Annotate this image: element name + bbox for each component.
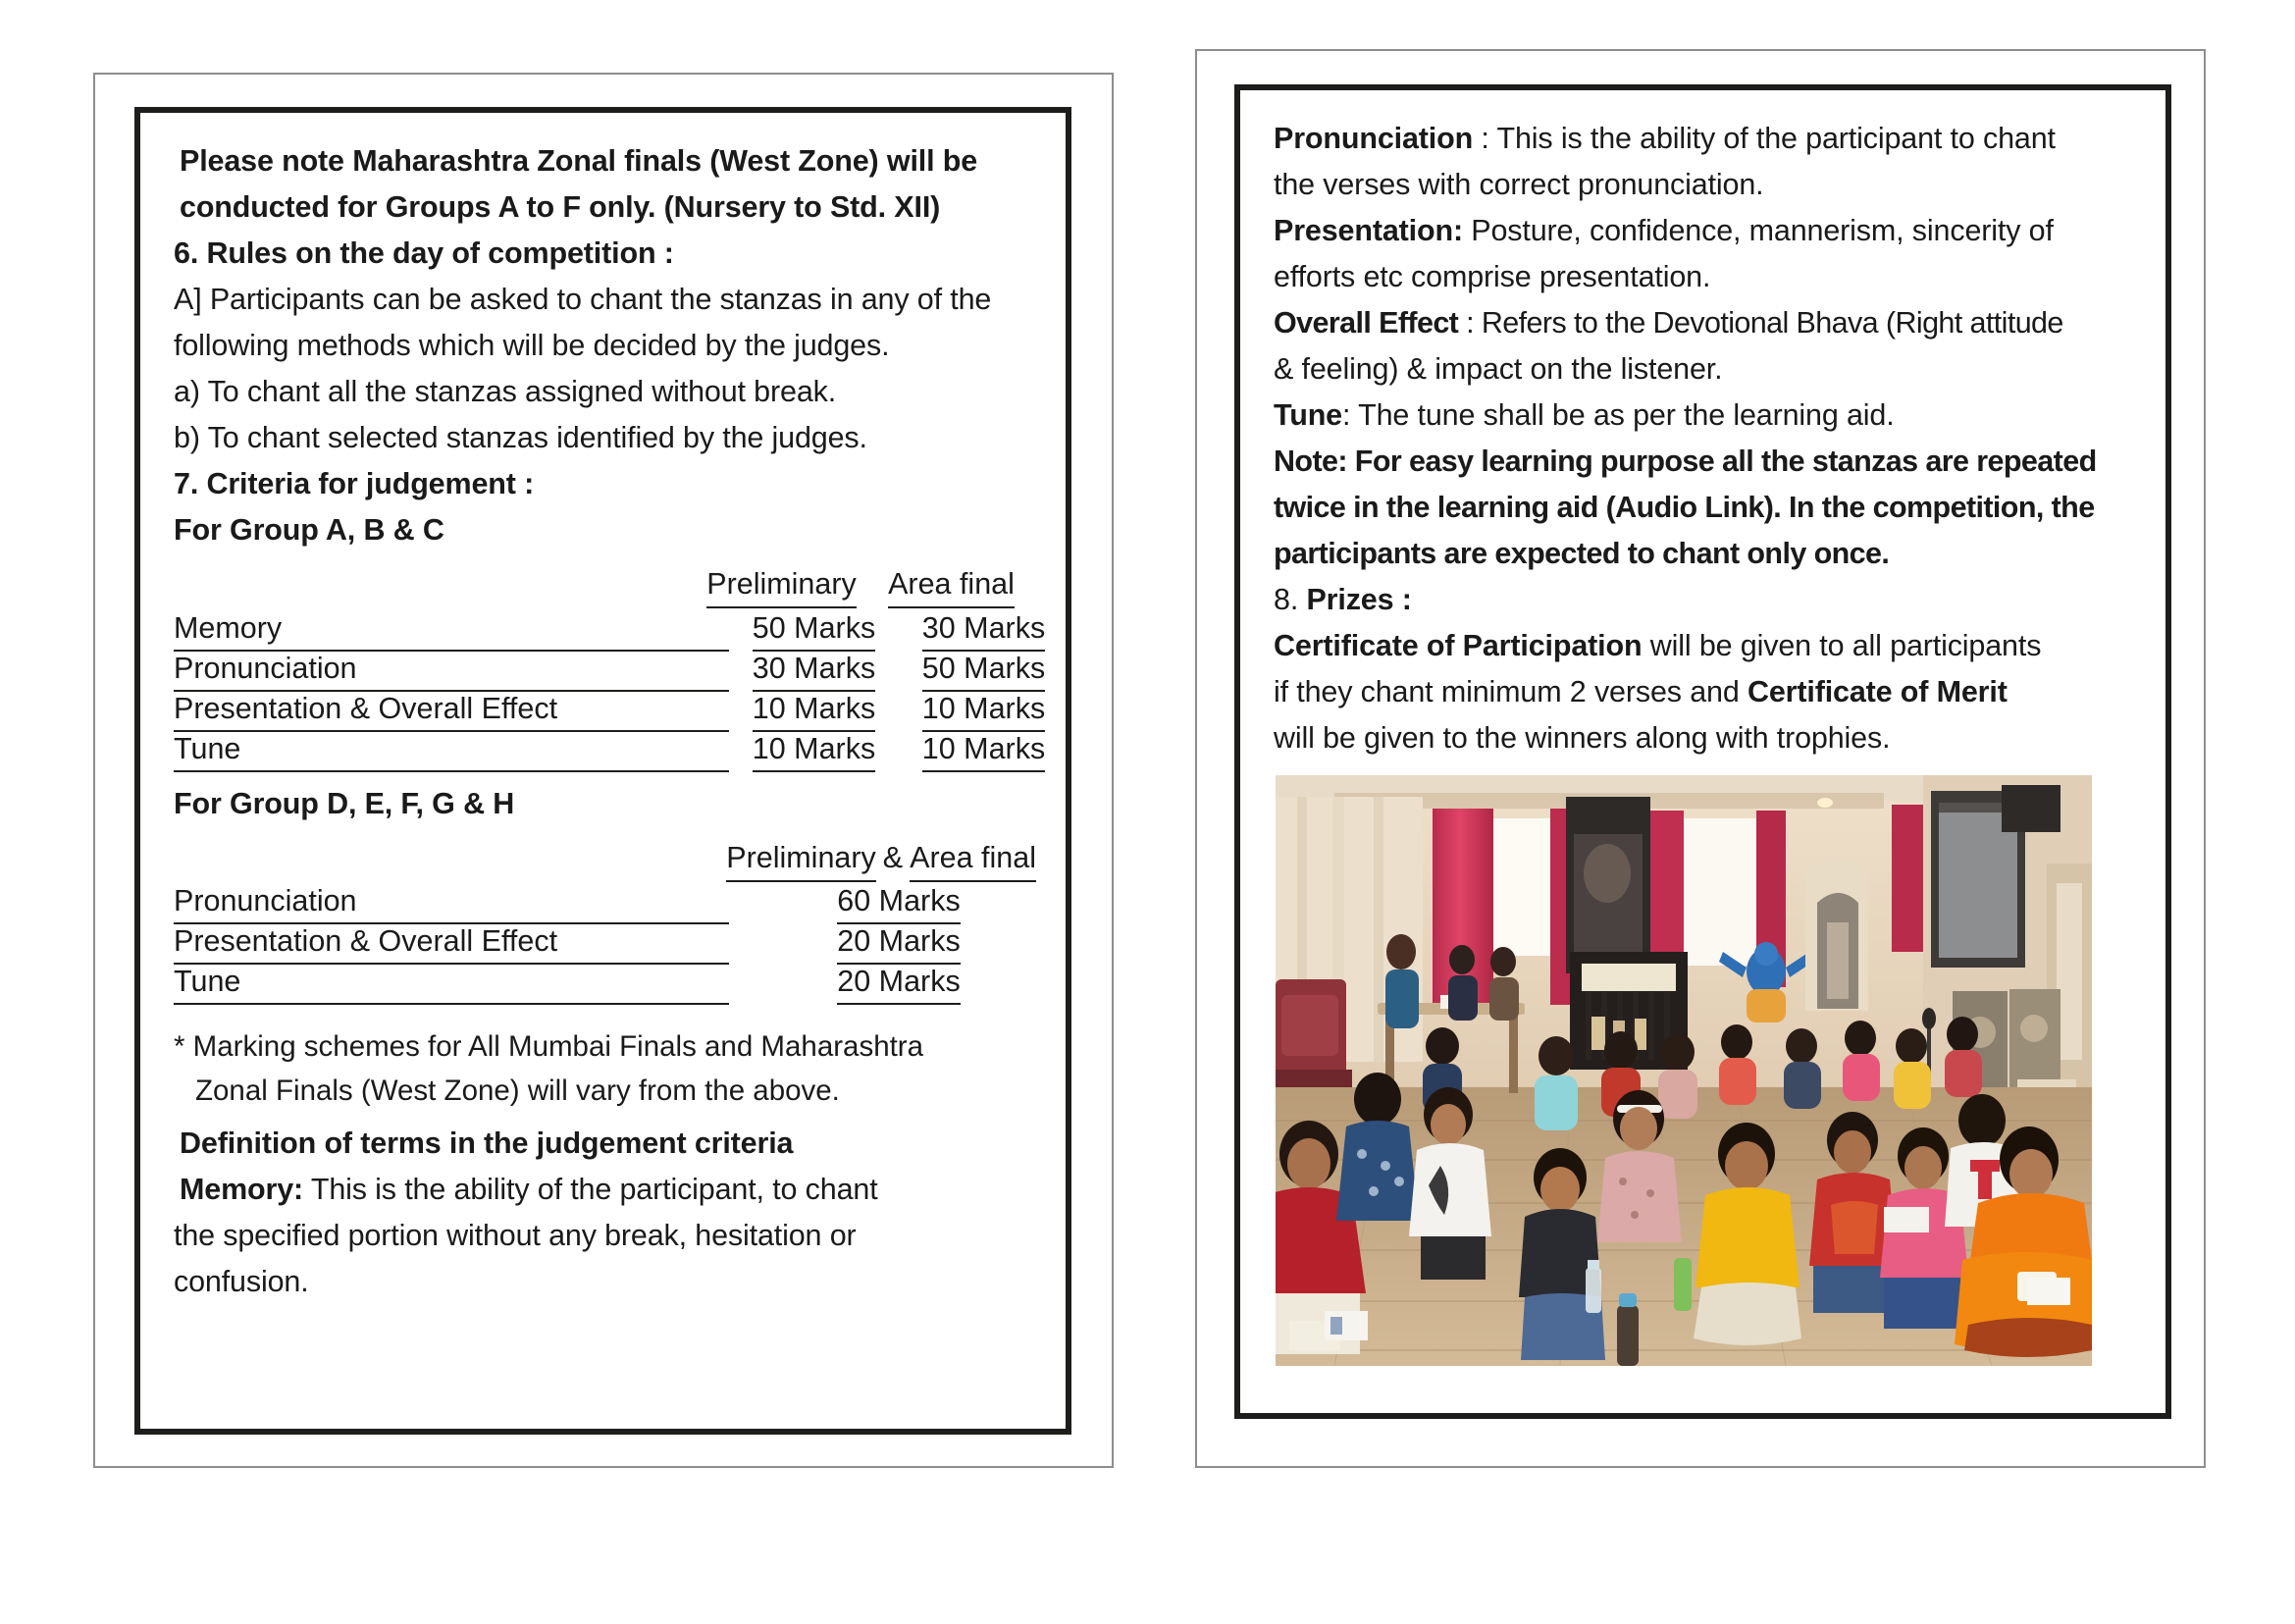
certificate-merit-label: Certificate of Merit xyxy=(1747,675,2008,708)
definitions-heading: Definition of terms in the judgement criteria xyxy=(180,1126,794,1160)
overall-effect-definition-line-1 xyxy=(1274,300,2136,346)
section-8-heading xyxy=(1274,577,2136,623)
section-6-line-1: A] Participants can be asked to chant the stanzas in any of the xyxy=(174,283,992,316)
area-final-marks: 50 Marks xyxy=(899,649,1069,692)
overall-effect-term-label: Overall Effect xyxy=(1274,306,1459,340)
note-line-2: twice in the learning aid (Audio Link). In the competition, the xyxy=(1274,491,2095,524)
criterion-label: Pronunciation xyxy=(174,881,729,924)
area-final-marks: 10 Marks xyxy=(899,689,1069,732)
marks-value: 20 Marks xyxy=(729,921,1069,965)
note-line-1: Please note Maharashtra Zonal finals (West Zone) will be xyxy=(180,144,978,178)
table-row xyxy=(174,924,1036,965)
table-row xyxy=(174,965,1036,1005)
table-row xyxy=(174,732,1046,772)
memory-term-label: Memory: xyxy=(180,1173,304,1206)
marks-value: 20 Marks xyxy=(729,962,1069,1005)
preliminary-marks: 10 Marks xyxy=(729,729,899,772)
group-abc-heading: For Group A, B & C xyxy=(174,513,444,547)
memory-definition-line-2: the specified portion without any break, hesitation or xyxy=(174,1219,857,1252)
table-row xyxy=(174,692,1046,732)
criterion-label: Presentation & Overall Effect xyxy=(174,921,729,965)
left-page-frame xyxy=(134,107,1071,1435)
event-photograph-image xyxy=(1276,775,2092,1366)
overall-effect-definition-line-2: & feeling) & impact on the listener. xyxy=(1274,352,1723,386)
presentation-definition-line-1 xyxy=(1274,208,2136,254)
table-defgh-header-row xyxy=(174,836,1036,884)
prizes-text-2: if they chant minimum 2 verses and xyxy=(1274,675,1747,708)
criterion-label: Pronunciation xyxy=(174,649,729,692)
table-row xyxy=(174,611,1046,652)
group-defgh-heading: For Group D, E, F, G & H xyxy=(174,787,515,820)
prizes-line-3: will be given to the winners along with trophies. xyxy=(1274,721,1891,755)
note-line-2: conducted for Groups A to F only. (Nursery to Std. XII) xyxy=(180,190,941,224)
criteria-table-group-abc xyxy=(174,562,1046,772)
memory-definition-line-1 xyxy=(174,1167,1036,1213)
tune-term-label: Tune xyxy=(1274,398,1342,432)
footnote-line-2: Zonal Finals (West Zone) will vary from the above. xyxy=(195,1074,840,1107)
note-line-1: Note: For easy learning purpose all the stanzas are repeated xyxy=(1274,445,2097,478)
table-defgh-col-combined: Preliminary & Area final xyxy=(726,836,1036,882)
left-page-sheet xyxy=(93,73,1114,1468)
presentation-term-label: Presentation: xyxy=(1274,214,1463,247)
area-final-marks: 30 Marks xyxy=(899,608,1069,652)
left-page-content xyxy=(140,113,1066,1429)
pronunciation-definition-line-2: the verses with correct pronunciation. xyxy=(1274,168,1764,201)
pronunciation-definition-text-1: : This is the ability of the participant to chant xyxy=(1473,122,2056,155)
section-7-heading: 7. Criteria for judgement : xyxy=(174,467,535,500)
preliminary-marks: 10 Marks xyxy=(729,689,899,732)
pronunciation-definition-line-1 xyxy=(1274,116,2136,162)
presentation-definition-text-1: Posture, confidence, mannerism, sincerity of xyxy=(1462,214,2054,247)
footnote-line-1: * Marking schemes for All Mumbai Finals and Maharashtra xyxy=(174,1030,924,1063)
preliminary-marks: 50 Marks xyxy=(729,608,899,652)
tune-definition-line-1 xyxy=(1274,393,2136,439)
prizes-text-1: will be given to all participants xyxy=(1642,629,2042,662)
area-final-marks: 10 Marks xyxy=(899,729,1069,772)
criterion-label: Tune xyxy=(174,729,729,772)
table-row xyxy=(174,652,1046,692)
overall-effect-definition-text-1: : Refers to the Devotional Bhava (Right attitude xyxy=(1458,306,2063,340)
certificate-participation-label: Certificate of Participation xyxy=(1274,629,1643,662)
table-abc-col-area-final: Area final xyxy=(866,562,1036,609)
section-6-line-2: following methods which will be decided by the judges. xyxy=(174,329,890,362)
criteria-table-group-defgh xyxy=(174,836,1036,1005)
section-6-line-4: b) To chant selected stanzas identified by the judges. xyxy=(174,421,867,454)
preliminary-marks: 30 Marks xyxy=(729,649,899,692)
prizes-line-1 xyxy=(1274,623,2136,669)
section-6-heading: 6. Rules on the day of competition : xyxy=(174,236,674,270)
table-abc-col-preliminary: Preliminary xyxy=(697,562,866,609)
note-line-3: participants are expected to chant only once. xyxy=(1274,537,1890,570)
criterion-label: Tune xyxy=(174,962,729,1005)
criterion-label: Presentation & Overall Effect xyxy=(174,689,729,732)
prizes-line-2 xyxy=(1274,669,2136,715)
section-8-number: 8. xyxy=(1274,583,1299,616)
event-photograph xyxy=(1276,775,2092,1366)
memory-definition-text-1: This is the ability of the participant, to chant xyxy=(303,1173,878,1206)
presentation-definition-line-2: efforts etc comprise presentation. xyxy=(1274,260,1711,293)
section-6-line-3: a) To chant all the stanzas assigned without break. xyxy=(174,375,837,408)
table-row xyxy=(174,884,1036,924)
criterion-label: Memory xyxy=(174,608,729,652)
tune-definition-text-1: : The tune shall be as per the learning aid. xyxy=(1342,398,1895,432)
right-page-content xyxy=(1240,90,2165,1413)
table-abc-header-row xyxy=(174,562,1036,611)
memory-definition-line-3: confusion. xyxy=(174,1265,309,1298)
pronunciation-term-label: Pronunciation xyxy=(1274,122,1474,155)
right-page-sheet xyxy=(1195,49,2206,1468)
marks-value: 60 Marks xyxy=(729,881,1069,924)
section-8-label: Prizes : xyxy=(1298,583,1412,616)
right-page-frame xyxy=(1234,84,2171,1419)
